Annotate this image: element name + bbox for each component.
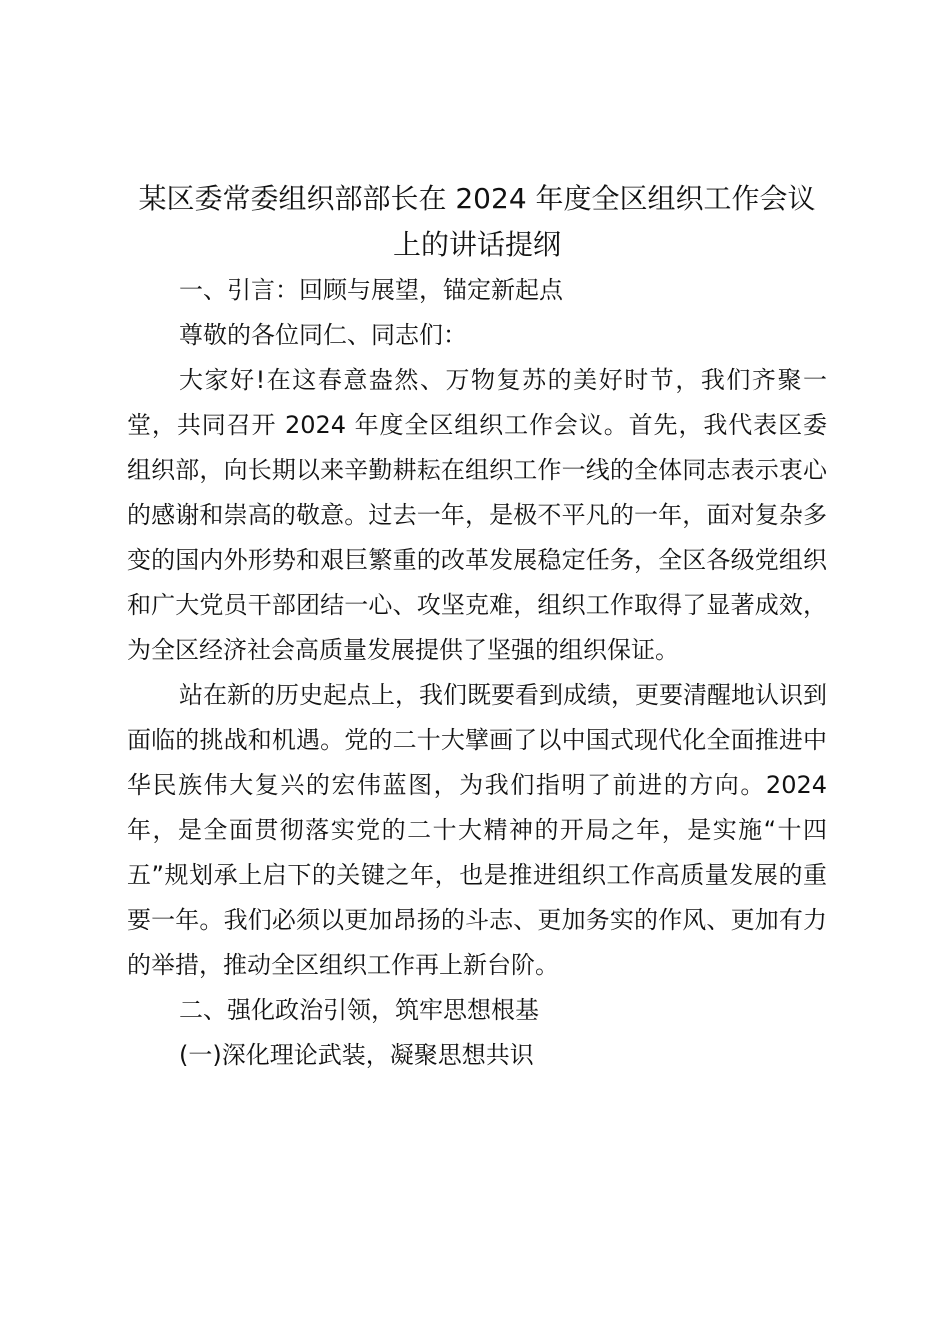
title-line-2: 上的讲话提纲	[392, 228, 561, 261]
subsection-1-heading: (一)深化理论武装，凝聚思想共识	[179, 1041, 534, 1069]
paragraph-2: 站在新的历史起点上，我们既要看到成绩，更要清醒地认识到面临的挑战和机遇。党的二十大擘画了以中国式现代化全面推进中华民族伟大复兴的宏伟蓝图，为我们指明了前进的方向。2024 年，是全面贯彻落实党的二十大精神的开局之年，是实施“十四五”规划承上启下的关键之年，也是推进组织工作高质量发展的重要一年。我们必须以更加昂扬的斗志、更加务实的作风、更加有力的举措，推动全区组织工作再上新台阶。	[127, 681, 827, 979]
salutation: 尊敬的各位同仁、同志们：	[179, 321, 467, 349]
paragraph-1: 大家好!在这春意盎然、万物复苏的美好时节，我们齐聚一堂，共同召开 2024 年度全区组织工作会议。首先，我代表区委组织部，向长期以来辛勤耕耘在组织工作一线的全体同志表示衷心的感谢和崇高的敬意。过去一年，是极不平凡的一年，面对复杂多变的国内外形势和艰巨繁重的改革发展稳定任务，全区各级党组织和广大党员干部团结一心、攻坚克难，组织工作取得了显著成效，为全区经济社会高质量发展提供了坚强的组织保证。	[127, 366, 827, 664]
document-body	[127, 176, 827, 1078]
section-1-heading: 一、引言：回顾与展望，锚定新起点	[179, 276, 563, 304]
title-line-1: 某区委常委组织部部长在 2024 年度全区组织工作会议	[138, 182, 816, 215]
document-title	[127, 176, 827, 268]
section-2-heading: 二、强化政治引领，筑牢思想根基	[179, 996, 539, 1024]
